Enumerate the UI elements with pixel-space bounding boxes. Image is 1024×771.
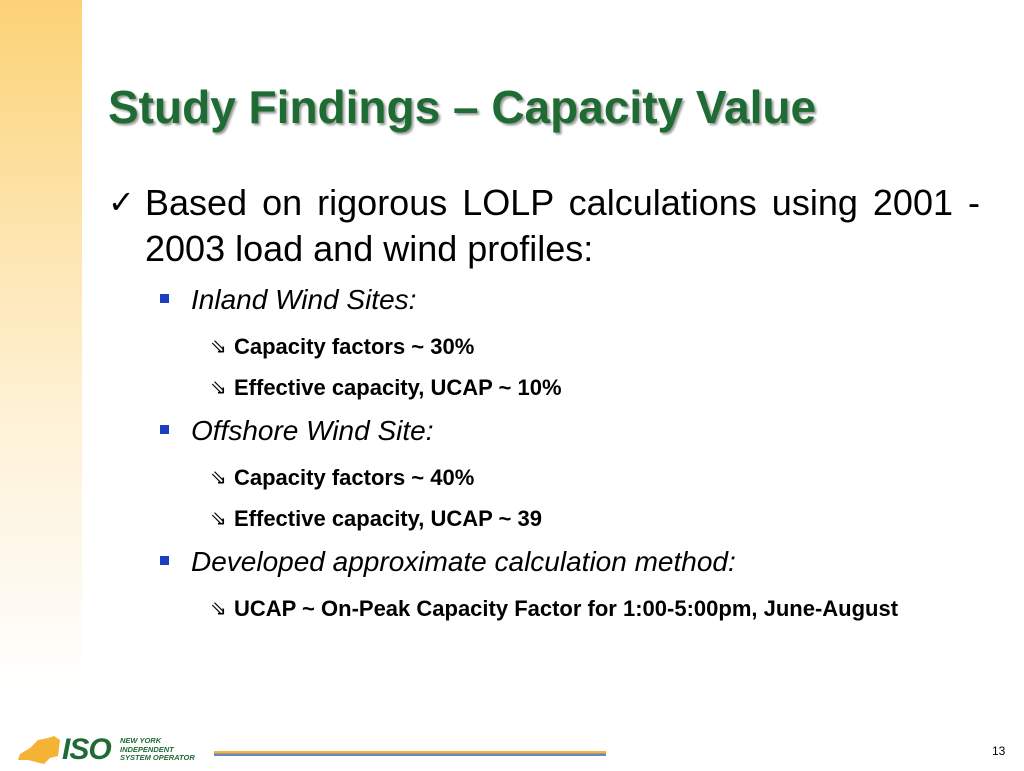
arrow-bullet-icon: ⇘ <box>210 596 227 620</box>
new-york-state-icon <box>16 734 62 766</box>
nyiso-logo <box>16 734 206 766</box>
list-item: ⇘ UCAP ~ On-Peak Capacity Factor for 1:00-5:00pm, June-August <box>210 592 910 625</box>
square-bullet-icon <box>160 425 169 434</box>
list-item: ⇘ Capacity factors ~ 40% <box>210 461 930 494</box>
arrow-bullet-icon: ⇘ <box>210 506 227 530</box>
square-bullet-icon <box>160 294 169 303</box>
square-bullet-icon <box>160 556 169 565</box>
section-heading-method: Developed approximate calculation method: <box>160 545 736 579</box>
main-bullet <box>108 180 980 272</box>
section-heading-offshore: Offshore Wind Site: <box>160 414 434 448</box>
arrow-bullet-icon: ⇘ <box>210 465 227 489</box>
decorative-side-band <box>0 0 82 690</box>
list-item: ⇘ Effective capacity, UCAP ~ 10% <box>210 371 930 404</box>
arrow-bullet-icon: ⇘ <box>210 375 227 399</box>
slide-title: Study Findings – Capacity Value <box>108 81 817 133</box>
checkmark-icon: ✓ <box>108 183 135 221</box>
logo-mark: ISO <box>62 733 111 766</box>
arrow-bullet-icon: ⇘ <box>210 334 227 358</box>
page-number: 13 <box>992 744 1006 758</box>
list-item: ⇘ Effective capacity, UCAP ~ 39 <box>210 502 930 535</box>
main-bullet-text: Based on rigorous LOLP calculations using 2001 - 2003 load and wind profiles: <box>145 182 980 269</box>
logo-text: NEW YORK INDEPENDENT SYSTEM OPERATOR <box>120 736 195 762</box>
section-heading-inland: Inland Wind Sites: <box>160 283 416 317</box>
footer-rule <box>214 751 606 756</box>
list-item: ⇘ Capacity factors ~ 30% <box>210 330 930 363</box>
